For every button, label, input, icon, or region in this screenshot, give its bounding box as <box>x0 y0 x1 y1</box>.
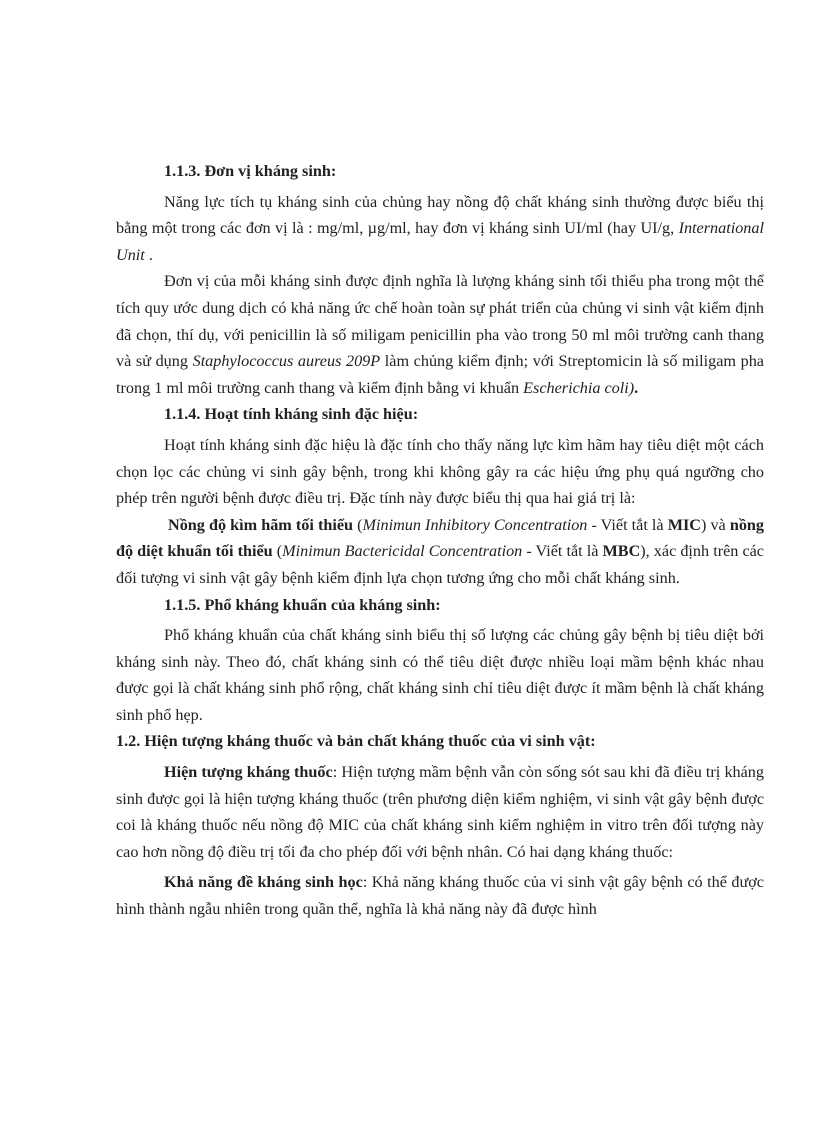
bold-mbc-term: nồng độ diệt khuẩn tối thiểu <box>116 515 765 561</box>
bold-biological-resistance-term: Khả năng đề kháng sinh học <box>164 873 363 892</box>
paragraph-specific-activity: Hoạt tính kháng sinh đặc hiệu là đặc tính cho thấy năng lực kìm hãm hay tiêu diệt một cách chọn lọc các chủng vi sinh gây bệnh, trong khi không gây ra các hiệu ứng phụ quá ngưỡng cho phép trên người bệnh được điều trị. Đặc tính này được biểu thị qua hai giá trị là: <box>116 435 764 508</box>
section-heading-1-2: 1.2. Hiện tượng kháng thuốc và bản chất kháng thuốc của vi sinh vật: <box>116 732 596 751</box>
section-heading-1-1-3: 1.1.3. Đơn vị kháng sinh: <box>164 162 337 180</box>
paragraph-resistance-phenomenon: Hiện tượng kháng thuốc: Hiện tượng mầm bệnh vẫn còn sống sót sau khi đã điều trị kháng sinh được gọi là hiện tượng kháng thuốc (trên phương diện kiểm nghiệm, vi sinh vật gây bệnh được coi là kháng thuốc nếu nồng độ MIC của chất kháng sinh kiểm nghiệm in vitro trên đối tượng này cao hơn nồng độ điều trị tối đa cho phép đối với bệnh nhân. Có hai dạng kháng thuốc: <box>116 763 764 861</box>
paragraph-biological-resistance: Khả năng đề kháng sinh học: Khả năng kháng thuốc của vi sinh vật gây bệnh có thể được hình thành ngẫu nhiên trong quần thể, nghĩa là khả năng này đã được hình <box>116 873 764 919</box>
italic-species-staph: Staphylococcus aureus 209P <box>192 352 381 371</box>
paragraph-antibacterial-spectrum: Phổ kháng khuẩn của chất kháng sinh biểu thị số lượng các chủng gây bệnh bị tiêu diệt bởi kháng sinh này. Theo đó, chất kháng sinh có thể tiêu diệt được nhiều loại mầm bệnh khác nhau được gọi là chất kháng sinh phổ rộng, chất kháng sinh chỉ tiêu diệt được ít mầm bệnh là chất kháng sinh phổ hẹp. <box>116 626 764 724</box>
section-heading-1-1-5: 1.1.5. Phổ kháng khuẩn của kháng sinh: <box>164 595 441 614</box>
bold-mic-term: Nồng độ kìm hãm tối thiểu <box>168 515 354 534</box>
paragraph-antibiotic-units: Năng lực tích tụ kháng sinh của chủng hay nồng độ chất kháng sinh thường được biểu thị bằng một trong các đơn vị là : mg/ml, µg/ml, hay đơn vị kháng sinh UI/ml (hay UI/g, International Unit . <box>116 192 764 264</box>
italic-species-ecoli: Escherichia coli) <box>523 378 635 397</box>
bold-resistance-term: Hiện tượng kháng thuốc <box>164 763 333 782</box>
document-page <box>116 158 764 923</box>
italic-term: International Unit <box>116 219 764 264</box>
section-heading-1-1-4: 1.1.4. Hoạt tính kháng sinh đặc hiệu: <box>164 405 419 424</box>
paragraph-unit-definition: Đơn vị của mỗi kháng sinh được định nghĩa là lượng kháng sinh tối thiểu pha trong một thể tích quy ước dung dịch có khả năng ức chế hoàn toàn sự phát triển của chủng vi sinh vật kiểm định đã chọn, thí dụ, với penicillin là số miligam penicillin pha vào trong 50 ml môi trường canh thang và sử dụng Staphylococcus aureus 209P làm chủng kiểm định; với Streptomicin là số miligam pha trong 1 ml môi trường canh thang và kiểm định bằng vi khuẩn Escherichia coli). <box>116 272 764 397</box>
paragraph-mic-mbc: Nồng độ kìm hãm tối thiểu (Minimun Inhibitory Concentration - Viết tắt là MIC) và nồng độ diệt khuẩn tối thiểu (Minimun Bactericidal Concentration - Viết tắt là MBC), xác định trên các đối tượng vi sinh vật gây bệnh kiểm định lựa chọn tương ứng cho mỗi chất kháng sinh. <box>116 515 765 587</box>
